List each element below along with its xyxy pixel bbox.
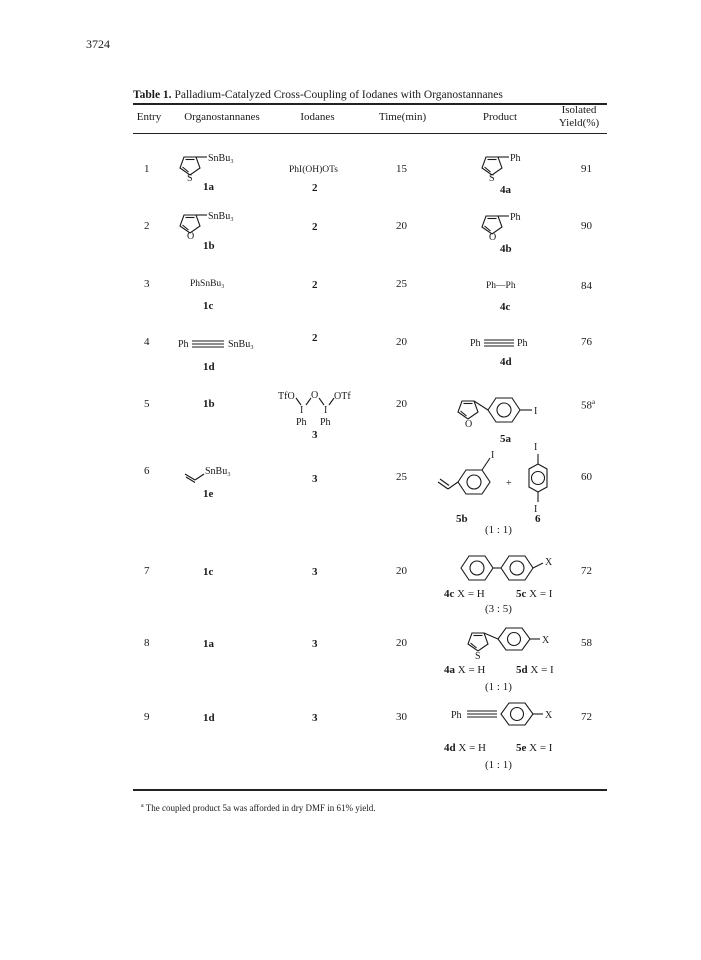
row9-product-a-text: X = H xyxy=(458,742,486,754)
product-4a-id-row8: 4a xyxy=(444,664,455,676)
table-caption-text: Palladium-Catalyzed Cross-Coupling of Iodanes with Organostannanes xyxy=(174,89,503,101)
row5-time: 20 xyxy=(396,398,407,410)
stannane-1a-sulfur: S xyxy=(187,173,193,184)
product-5a-id: 5a xyxy=(500,433,511,445)
iodane-2-label: PhI(OH)OTs xyxy=(289,165,338,175)
row1-entry: 1 xyxy=(144,163,150,175)
row7-product-a-text: X = H xyxy=(457,588,485,600)
product-9-ph: Ph xyxy=(451,710,462,721)
stannane-1e-id: 1e xyxy=(203,488,214,500)
product-4a-ph: Ph xyxy=(510,153,521,164)
row8-product-b-text: X = I xyxy=(530,664,554,676)
product-6-iodine-bottom: I xyxy=(534,504,538,515)
iodane-3-i-right: I xyxy=(324,405,328,416)
footnote-mark: a xyxy=(141,803,144,809)
row7-product-b xyxy=(516,588,552,600)
row8-product-a-text: X = H xyxy=(457,664,486,676)
iodane-3-ph-left: Ph xyxy=(296,417,307,428)
product-7-structure xyxy=(457,550,567,586)
row2-entry: 2 xyxy=(144,220,150,232)
product-4d-ph-right: Ph xyxy=(517,338,528,349)
product-5e-id: 5e xyxy=(516,742,527,754)
row3-time: 25 xyxy=(396,278,407,290)
row7-product-a xyxy=(444,588,485,600)
product-5a-iodine: I xyxy=(534,406,538,417)
product-5c-id: 5c xyxy=(516,588,527,600)
stannane-1b-structure xyxy=(174,211,254,242)
stannane-1d-label: SnBu₃ xyxy=(228,339,254,350)
product-6-plus: + xyxy=(506,478,512,489)
product-4d-id-row9: 4d xyxy=(444,742,456,754)
stannane-1b-label: SnBu₃ xyxy=(208,211,234,222)
product-8-sulfur: S xyxy=(475,651,481,662)
header-product: Product xyxy=(482,111,518,123)
row7-ratio: (3 : 5) xyxy=(485,603,512,615)
row6-ratio: (1 : 1) xyxy=(485,524,512,536)
row8-product-a xyxy=(444,664,485,676)
header-yield xyxy=(550,104,608,130)
row8-yield: 58 xyxy=(581,637,592,649)
stannane-1e-label: SnBu₃ xyxy=(205,466,231,477)
stannane-1d-structure xyxy=(178,337,270,351)
stannane-1a-label: SnBu₃ xyxy=(208,153,234,164)
row8-product-b xyxy=(516,664,554,676)
row6-entry: 6 xyxy=(144,465,150,477)
stannane-1e-structure xyxy=(185,462,265,484)
row5-yield-note: a xyxy=(592,398,596,406)
row9-ratio: (1 : 1) xyxy=(485,759,512,771)
stannane-1c-id: 1c xyxy=(203,300,214,312)
product-4d-structure xyxy=(470,336,536,350)
iodane-3-id: 3 xyxy=(312,429,318,441)
iodane-3-otf: OTf xyxy=(334,391,351,402)
product-4b-structure xyxy=(476,212,536,243)
row2-time: 20 xyxy=(396,220,407,232)
header-yield-line2: Yield(%) xyxy=(558,117,600,129)
table-caption-label: Table 1. xyxy=(133,89,172,101)
stannane-1a-structure xyxy=(174,153,254,184)
table-footnote xyxy=(141,803,376,813)
product-8-structure xyxy=(462,625,572,661)
row9-iodane-id: 3 xyxy=(312,712,318,724)
row5-entry: 5 xyxy=(144,398,150,410)
product-4c-id: 4c xyxy=(500,301,511,313)
product-6-id: 6 xyxy=(535,513,541,525)
header-yield-line1: Isolated xyxy=(561,104,597,116)
row9-stannane-id: 1d xyxy=(203,712,215,724)
stannane-1a-id: 1a xyxy=(203,181,214,193)
iodane-3-ph-right: Ph xyxy=(320,417,331,428)
row8-ratio: (1 : 1) xyxy=(485,681,512,693)
product-6-iodine-top: I xyxy=(534,442,538,453)
row9-product-b xyxy=(516,742,552,754)
row8-time: 20 xyxy=(396,637,407,649)
row8-entry: 8 xyxy=(144,637,150,649)
row4-yield: 76 xyxy=(581,336,592,348)
product-5a-structure xyxy=(452,393,572,433)
product-5a-oxygen: O xyxy=(465,419,473,430)
stannane-1b-id: 1b xyxy=(203,240,215,252)
product-4d-ph-left: Ph xyxy=(470,338,481,349)
product-9-structure xyxy=(451,700,571,732)
stannane-1d-ph: Ph xyxy=(178,339,189,350)
product-5d-id: 5d xyxy=(516,664,528,676)
header-time: Time(min) xyxy=(378,111,427,123)
row7-yield: 72 xyxy=(581,565,592,577)
iodane-3-o: O xyxy=(311,390,319,401)
row3-yield: 84 xyxy=(581,280,592,292)
row7-product-b-text: X = I xyxy=(529,588,553,600)
table-bottom-rule xyxy=(133,789,607,791)
product-4a-structure xyxy=(476,153,536,184)
product-4c-id-row7: 4c xyxy=(444,588,455,600)
row7-iodane-id: 3 xyxy=(312,566,318,578)
iodane-3-tfo: TfO xyxy=(278,391,295,402)
product-4b-id: 4b xyxy=(500,243,512,255)
row1-time: 15 xyxy=(396,163,407,175)
product-6-structure xyxy=(436,436,566,516)
row8-stannane-id: 1a xyxy=(203,638,214,650)
row6-iodane-id: 3 xyxy=(312,473,318,485)
stannane-1c-label: PhSnBu₃ xyxy=(190,279,225,289)
product-4a-id: 4a xyxy=(500,184,511,196)
product-4d-id: 4d xyxy=(500,356,512,368)
row4-entry: 4 xyxy=(144,336,150,348)
page-number: 3724 xyxy=(86,37,110,51)
iodane-3-structure xyxy=(278,389,364,429)
product-5b-iodine: I xyxy=(491,450,495,461)
row1-yield: 91 xyxy=(581,163,592,175)
table-top-rule xyxy=(133,103,607,105)
row2-yield: 90 xyxy=(581,220,592,232)
row9-entry: 9 xyxy=(144,711,150,723)
row9-product-a xyxy=(444,742,486,754)
row9-time: 30 xyxy=(396,711,407,723)
product-4b-oxygen: O xyxy=(489,232,497,243)
row6-time: 25 xyxy=(396,471,407,483)
row3-iodane-id: 2 xyxy=(312,279,318,291)
product-4a-sulfur: S xyxy=(489,173,495,184)
header-organostannanes: Organostannanes xyxy=(184,111,260,123)
row5-yield xyxy=(581,398,595,412)
row7-entry: 7 xyxy=(144,565,150,577)
row4-iodane-id: 2 xyxy=(312,332,318,344)
footnote-text: The coupled product 5a was afforded in dry DMF in 61% yield. xyxy=(145,803,376,813)
table-header-rule xyxy=(133,133,607,134)
row2-iodane-id: 2 xyxy=(312,221,318,233)
row3-entry: 3 xyxy=(144,278,150,290)
row8-iodane-id: 3 xyxy=(312,638,318,650)
row7-time: 20 xyxy=(396,565,407,577)
product-4c-label: Ph—Ph xyxy=(486,281,516,291)
product-4b-ph: Ph xyxy=(510,212,521,223)
row9-product-b-text: X = I xyxy=(529,742,553,754)
row6-yield: 60 xyxy=(581,471,592,483)
stannane-1d-id: 1d xyxy=(203,361,215,373)
iodane-3-i-left: I xyxy=(300,405,304,416)
stannane-1b-oxygen: O xyxy=(187,231,195,242)
header-iodanes: Iodanes xyxy=(300,111,335,123)
table-caption xyxy=(133,89,503,101)
row5-stannane-id: 1b xyxy=(203,398,215,410)
product-8-x: X xyxy=(542,635,550,646)
row1-iodane-id: 2 xyxy=(312,182,318,194)
row5-yield-value: 58 xyxy=(581,399,592,412)
product-7-x: X xyxy=(545,557,553,568)
row9-yield: 72 xyxy=(581,711,592,723)
row7-stannane-id: 1c xyxy=(203,566,214,578)
product-9-x: X xyxy=(545,710,553,721)
product-5b-id: 5b xyxy=(456,513,468,525)
row4-time: 20 xyxy=(396,336,407,348)
header-entry: Entry xyxy=(136,111,162,123)
